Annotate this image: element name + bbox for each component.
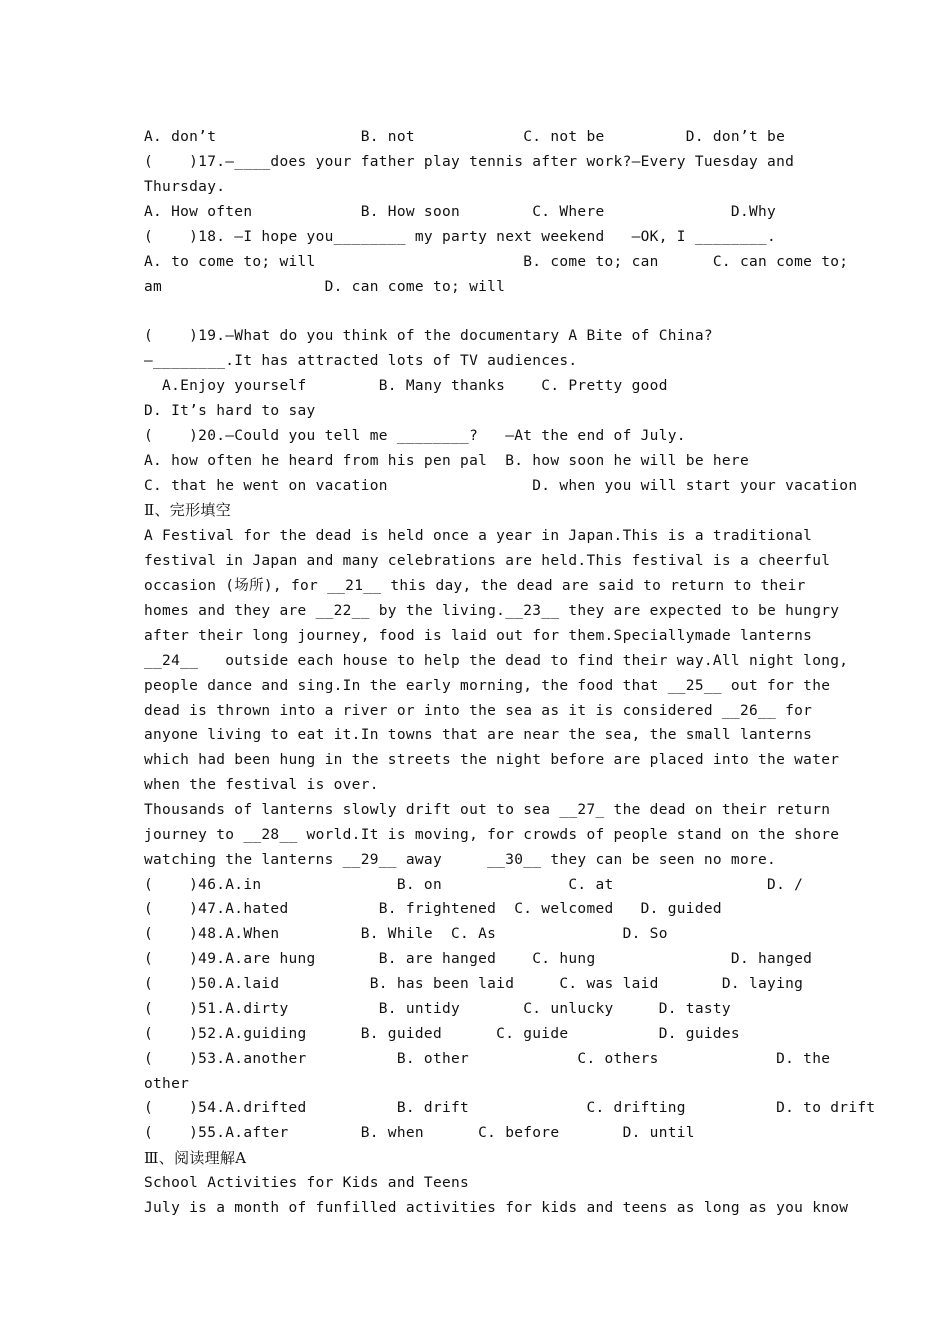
passage-line: occasion (场所), for __21__ this day, the dead are said to return to their [144, 578, 806, 594]
q55-options: ( )55.A.after B. when C. before D. until [144, 1125, 695, 1141]
reading-line: July is a month of funfilled activities for kids and teens as long as you know [144, 1200, 849, 1216]
q18-options: A. to come to; will B. come to; can C. can come to; [144, 254, 849, 270]
passage-line: festival in Japan and many celebrations are held.This festival is a cheerful [144, 553, 831, 569]
passage-line: __24__ outside each house to help the dead to find their way.All night long, [144, 653, 849, 669]
q19-stem: ( )19.—What do you think of the documentary A Bite of China? [144, 328, 713, 344]
passage-line: after their long journey, food is laid out for them.Speciallymade lanterns [144, 628, 813, 644]
q19-option-d: D. It’s hard to say [144, 403, 316, 419]
q20-stem: ( )20.—Could you tell me ________? —At the end of July. [144, 428, 686, 444]
q54-options: ( )54.A.drifted B. drift C. drifting D. to drift [144, 1100, 876, 1116]
passage-line: people dance and sing.In the early morning, the food that __25__ out for the [144, 678, 831, 694]
q53-options: ( )53.A.another B. other C. others D. the [144, 1051, 831, 1067]
q48-options: ( )48.A.When B. While C. As D. So [144, 926, 668, 942]
q20-options-ab: A. how often he heard from his pen pal B. how soon he will be here [144, 453, 749, 469]
reading-title: School Activities for Kids and Teens [144, 1175, 470, 1191]
passage-line: homes and they are __22__ by the living.__23__ they are expected to be hungry [144, 603, 840, 619]
passage-line: dead is thrown into a river or into the sea as it is considered __26__ for [144, 703, 813, 719]
q47-options: ( )47.A.hated B. frightened C. welcomed D. guided [144, 901, 722, 917]
passage-line: anyone living to eat it.In towns that are near the sea, the small lanterns [144, 727, 813, 743]
q18-stem: ( )18. —I hope you________ my party next weekend —OK, I ________. [144, 229, 777, 245]
q53-options-continued: other [144, 1076, 190, 1092]
passage-line: when the festival is over. [144, 777, 379, 793]
passage-line: journey to __28__ world.It is moving, for crowds of people stand on the shore [144, 827, 840, 843]
q19-stem-continued: —________.It has attracted lots of TV audiences. [144, 353, 578, 369]
passage-line: watching the lanterns __29__ away __30__ they can be seen no more. [144, 852, 777, 868]
q19-options: A.Enjoy yourself B. Many thanks C. Pretty good [144, 378, 668, 394]
q51-options: ( )51.A.dirty B. untidy C. unlucky D. tasty [144, 1001, 731, 1017]
q17-stem-continued: Thursday. [144, 179, 226, 195]
q46-options: ( )46.A.in B. on C. at D. / [144, 877, 804, 893]
q18-options-continued: am D. can come to; will [144, 279, 506, 295]
q17-stem: ( )17.—____does your father play tennis after work?—Every Tuesday and [144, 154, 795, 170]
q52-options: ( )52.A.guiding B. guided C. guide D. guides [144, 1026, 740, 1042]
q17-options: A. How often B. How soon C. Where D.Why [144, 204, 777, 220]
q16-options: A. don’t B. not C. not be D. don’t be [144, 129, 786, 145]
passage-line: A Festival for the dead is held once a year in Japan.This is a traditional [144, 528, 813, 544]
section-cloze-heading: Ⅱ、完形填空 [144, 501, 231, 519]
passage-line: which had been hung in the streets the night before are placed into the water [144, 752, 840, 768]
passage-line: Thousands of lanterns slowly drift out to sea __27_ the dead on their return [144, 802, 831, 818]
q49-options: ( )49.A.are hung B. are hanged C. hung D. hanged [144, 951, 813, 967]
q20-options-cd: C. that he went on vacation D. when you will start your vacation [144, 478, 858, 494]
q50-options: ( )50.A.laid B. has been laid C. was laid D. laying [144, 976, 804, 992]
section-reading-heading: Ⅲ、阅读理解A [144, 1149, 247, 1167]
